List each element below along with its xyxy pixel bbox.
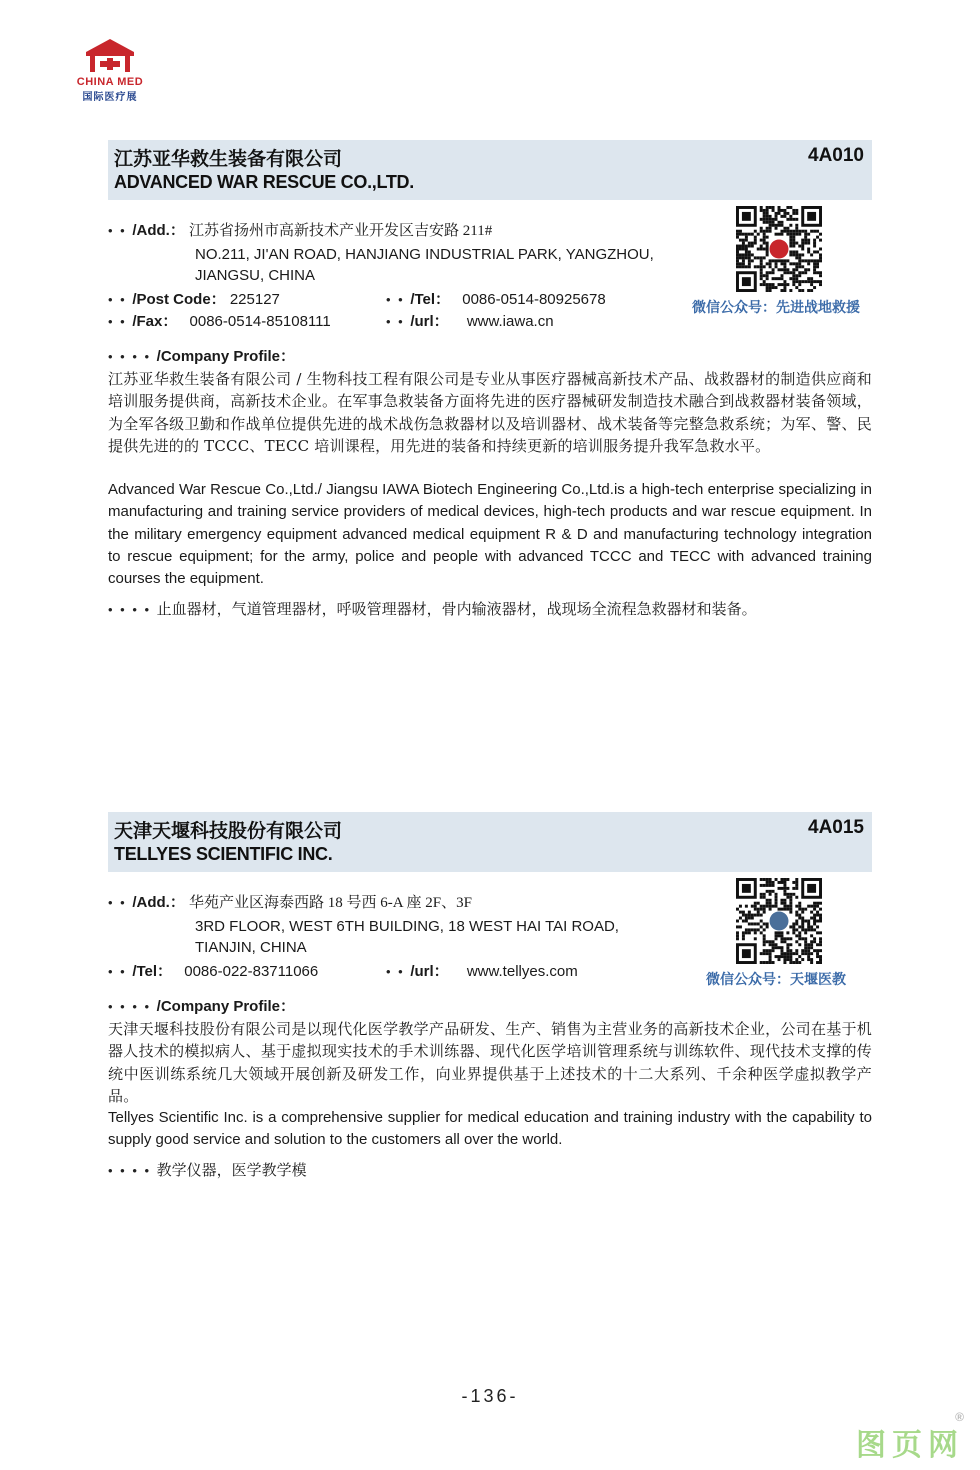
- qr-code-icon: [736, 878, 822, 964]
- url-row: [386, 311, 554, 333]
- tel-row: [386, 289, 606, 311]
- postcode-row: [108, 289, 280, 311]
- bullet-dots: • •: [108, 964, 133, 979]
- profile-en: Tellyes Scientific Inc. is a comprehensive supplier for medical education and training industry with the capability to supply good service and solution to the customers all over the world.: [108, 1109, 872, 1149]
- booth-number: 4A015: [808, 817, 864, 838]
- address-row: [108, 892, 472, 914]
- profile-cn: 天津天堰科技股份有限公司是以现代化医学教学产品研发、生产、销售为主营业务的高新技术企业，公司在基于机器人技术的模拟病人、基于虚拟现实技术的手术训练器、现代化医学培训管理系统与训练软件、现代技术支撑的传统中医训练系统几大领域开展创新及研发工作，向业界提供基于上述技术的十二大系列、千余种医学虚拟教学产品。: [108, 1020, 872, 1105]
- tel-label: /Tel：: [410, 291, 451, 308]
- bullet-dots: • • • •: [108, 1163, 157, 1178]
- company-name-cn: 天津天堰科技股份有限公司: [114, 821, 343, 842]
- qr-code-icon: [736, 206, 822, 292]
- bullet-dots: • •: [386, 314, 411, 329]
- company-name-en: ADVANCED WAR RESCUE CO.,LTD.: [114, 172, 414, 192]
- address-en-line-1: NO.211, JI'AN ROAD, HANJIANG INDUSTRIAL PARK, YANGZHOU,: [195, 246, 654, 263]
- url-label: /url：: [410, 963, 449, 980]
- company-name-cn: 江苏亚华救生装备有限公司: [114, 149, 343, 170]
- company-header: [108, 812, 872, 872]
- booth-number: 4A010: [808, 145, 864, 166]
- postcode-label: /Post Code：: [132, 291, 226, 308]
- bullet-dots: • •: [108, 292, 133, 307]
- products-row: [108, 599, 757, 621]
- products-text: 止血器材，气道管理器材，呼吸管理器材，骨内输液器材，战现场全流程急救器材和装备。: [156, 602, 757, 618]
- wechat-caption: 微信公众号：天堰医教: [706, 971, 846, 987]
- bullet-dots: • •: [108, 314, 133, 329]
- watermark-logo: [856, 1410, 970, 1464]
- bullet-dots: • • • •: [108, 602, 157, 617]
- address-en-line-1: 3RD FLOOR, WEST 6TH BUILDING, 18 WEST HAI TAI ROAD,: [195, 918, 619, 935]
- profile-label: /Company Profile：: [156, 998, 296, 1015]
- profile-cn: 江苏亚华救生装备有限公司 / 生物科技工程有限公司是专业从事医疗器械高新技术产品、战救器材的制造供应商和培训服务提供商，高新技术企业。在军事急救装备方面将先进的医疗器械研发制造技术融合到战救器材装备领域，为全军各级卫勤和作战单位提供先进的战术战伤急救器材以及培训器材、战术装备等完整急救系统；为军、警、民提供先进的的 TCCC、TECC 培训课程，用先进的装备和持续更新的培训服务提升我军急救水平。: [108, 370, 872, 455]
- watermark-text: 图页网: [856, 1429, 964, 1462]
- tel-row: [108, 961, 318, 983]
- logo-text-cn: 国际医疗展: [82, 92, 138, 103]
- china-med-logo: [70, 38, 150, 102]
- company-name-en: TELLYES SCIENTIFIC INC.: [114, 844, 333, 864]
- url-row: [386, 961, 578, 983]
- fax-label: /Fax：: [132, 313, 178, 330]
- address-label: /Add.：: [132, 894, 185, 911]
- url-value[interactable]: www.iawa.cn: [466, 313, 554, 330]
- bullet-dots: • •: [108, 223, 133, 238]
- tel-value: 0086-0514-80925678: [462, 291, 606, 308]
- address-cn: 江苏省扬州市高新技术产业开发区吉安路 211#: [189, 223, 493, 239]
- logo-emblem-icon: [84, 38, 136, 74]
- tel-label: /Tel：: [132, 963, 173, 980]
- products-row: [108, 1160, 307, 1182]
- products-text: 教学仪器，医学教学模: [156, 1163, 307, 1179]
- fax-value: 0086-0514-85108111: [189, 313, 331, 330]
- profile-en: Advanced War Rescue Co.,Ltd./ Jiangsu IAWA Biotech Engineering Co.,Ltd.is a high-tech enterprise specializing in manufacturing and training service providers of medical devices, high-tech products and war rescue equipment. In the military emergency equipment advanced medical equipment R & D and manufacturing technology integration to rescue equipment; for the army, police and people with advanced TCCC and TECC with advanced training courses the equipment.: [108, 481, 872, 588]
- registered-mark-icon: ®: [955, 1410, 970, 1424]
- tel-value: 0086-022-83711066: [184, 963, 319, 980]
- address-label: /Add.：: [132, 222, 185, 239]
- url-value[interactable]: www.tellyes.com: [466, 963, 578, 980]
- address-cn: 华苑产业区海泰西路 18 号西 6-A 座 2F、3F: [189, 895, 472, 911]
- profile-label-row: [108, 346, 295, 368]
- bullet-dots: • •: [108, 895, 133, 910]
- address-row: [108, 220, 492, 242]
- company-header: [108, 140, 872, 200]
- profile-label-row: [108, 996, 295, 1018]
- postcode-value: 225127: [229, 291, 280, 308]
- bullet-dots: • •: [386, 292, 411, 307]
- profile-label: /Company Profile：: [156, 348, 296, 365]
- wechat-caption: 微信公众号：先进战地救援: [692, 299, 860, 315]
- url-label: /url：: [410, 313, 449, 330]
- page-number: -136-: [461, 1386, 519, 1406]
- bullet-dots: • • • •: [108, 999, 157, 1014]
- fax-row: [108, 311, 331, 333]
- logo-text-en: CHINA MED: [76, 76, 144, 88]
- address-en-line-2: JIANGSU, CHINA: [195, 267, 316, 284]
- address-en-line-2: TIANJIN, CHINA: [195, 939, 307, 956]
- bullet-dots: • • • •: [108, 349, 157, 364]
- bullet-dots: • •: [386, 964, 411, 979]
